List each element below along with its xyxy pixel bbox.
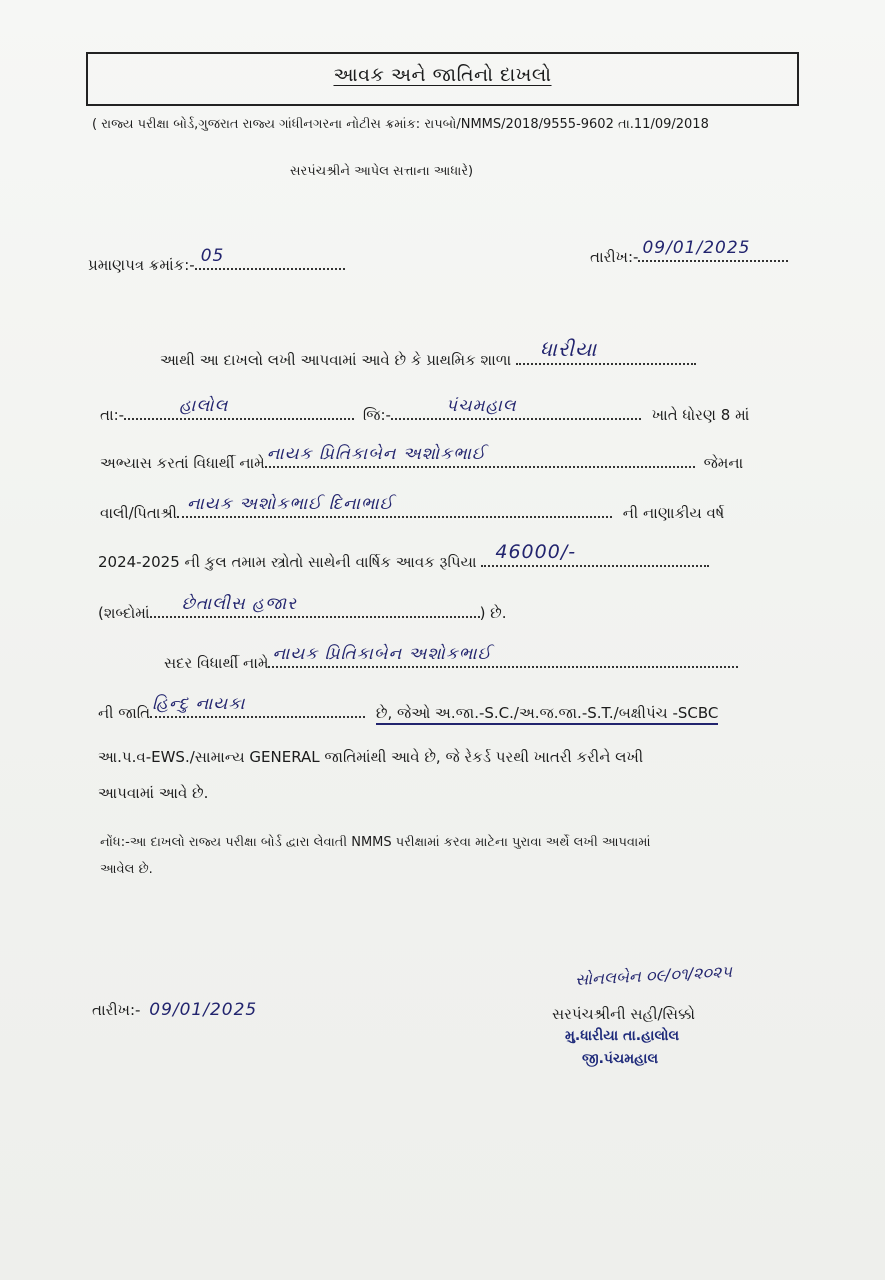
- income-value: 46000/-: [495, 541, 577, 563]
- words-field: [150, 594, 480, 618]
- certificate-number-field: [195, 246, 345, 270]
- taluka-row: [100, 396, 750, 424]
- district-label: જિ:-: [362, 406, 391, 424]
- notice-line-1: ( રાજ્ય પરીક્ષા બોર્ડ,ગુજરાત રાજ્ય ગાંધીનગરના નોટીસ ક્રમાંક: રાપબો/NMMS/2018/9555-9602 તા.11/09/2018: [92, 117, 709, 132]
- taluka-label: તા:-: [100, 406, 125, 424]
- income-row: [98, 541, 709, 571]
- title-box: [86, 52, 799, 106]
- standard-text: ખાતે ધોરણ 8 માં: [651, 406, 750, 424]
- fy-text: ની નાણાકીય વર્ષ: [622, 504, 725, 522]
- parent-value: નાયક અશોકભાઈ દિનાભાઈ: [186, 494, 394, 514]
- student-row: [100, 444, 744, 472]
- words-value: છેતાલીસ હજાર: [181, 594, 297, 614]
- footer-date-row: [92, 1000, 257, 1020]
- certificate-date-label: તારીખ:-: [590, 248, 639, 266]
- student-field: [265, 444, 695, 468]
- caste-row: [98, 694, 719, 725]
- closing-line: આપવામાં આવે છે.: [98, 784, 209, 802]
- district-value: પંચમહાલ: [445, 396, 517, 416]
- certificate-number-value: 05: [200, 246, 225, 266]
- sign-label: સરપંચશ્રીની સહી/સિક્કો: [552, 1005, 696, 1023]
- stamp-village: મુ.ધારીયા તા.હાલોલ: [565, 1028, 680, 1044]
- district-field: [391, 396, 641, 420]
- signature: સોનલબેન ૦૯/૦૧/૨૦૨૫: [574, 961, 733, 990]
- caste-suffix: છે, જેઓ અ.જા.-S.C./અ.જ.જા.-S.T./બક્ષીપંચ -SCBC: [376, 704, 718, 725]
- taluka-value: હાલોલ: [179, 396, 229, 416]
- school-label: આથી આ દાખલો લખી આપવામાં આવે છે કે પ્રાથમિક શાળા: [160, 351, 512, 369]
- certificate-number-label: પ્રમાણપત્ર ક્રમાંક:-: [88, 256, 195, 274]
- jemna-text: જેમના: [703, 454, 744, 472]
- student-value: નાયક પ્રિતિકાબેન અશોકભાઈ: [266, 444, 486, 464]
- sadar-field: [268, 644, 738, 668]
- certificate-number-row: [88, 246, 345, 274]
- school-field: [516, 337, 696, 365]
- category-line: આ.પ.વ-EWS./સામાન્ય GENERAL જાતિમાંથી આવે છે, જે રેકર્ડ પરથી ખાતરી કરીને લખી: [98, 748, 644, 766]
- caste-label: ની જાતિ: [98, 704, 151, 722]
- sadar-value: નાયક પ્રિતિકાબેન અશોકભાઈ: [272, 644, 492, 664]
- words-suffix: ) છે.: [479, 604, 507, 622]
- caste-value: હિન્દુ નાયકા: [152, 694, 246, 714]
- school-value: ધારીયા: [539, 337, 598, 361]
- footer-date-value: 09/01/2025: [149, 1000, 258, 1020]
- certificate-date-value: 09/01/2025: [642, 238, 751, 258]
- words-row: [98, 594, 507, 622]
- taluka-field: [124, 396, 354, 420]
- certificate-date-field: [638, 238, 788, 262]
- sadar-row: [164, 644, 738, 672]
- notice-line-2: સરપંચશ્રીને આપેલ સત્તાના આધારે): [290, 164, 474, 179]
- parent-label: વાલી/પિતાશ્રી: [100, 504, 177, 522]
- student-label: અભ્યાસ કરતાં વિધાર્થી નામે: [100, 454, 265, 472]
- income-field: [481, 541, 709, 567]
- document-title: આવક અને જાતિનો દાખલો: [333, 64, 552, 86]
- footer-date-label: તારીખ:-: [92, 1001, 141, 1019]
- income-label: 2024-2025 ની કુલ તમામ સ્ત્રોતો સાથેની વાર્ષિક આવક રૂપિયા: [98, 553, 477, 571]
- parent-row: [100, 494, 725, 522]
- stamp-district: જી.પંચમહાલ: [582, 1051, 659, 1067]
- caste-field: [150, 694, 365, 718]
- school-row: [160, 337, 696, 369]
- note-line-2: આવેલ છે.: [100, 862, 153, 877]
- sadar-label: સદર વિધાર્થી નામે: [164, 654, 269, 672]
- certificate-date-row: [590, 238, 788, 266]
- parent-field: [177, 494, 612, 518]
- words-label: (શબ્દોમાં: [98, 604, 150, 622]
- note-line-1: નોંધ:-આ દાખલો રાજ્ય પરીક્ષા બોર્ડ દ્વારા લેવાતી NMMS પરીક્ષામાં કરવા માટેના પુરાવા અર્થે લખી આપવામાં: [100, 835, 651, 850]
